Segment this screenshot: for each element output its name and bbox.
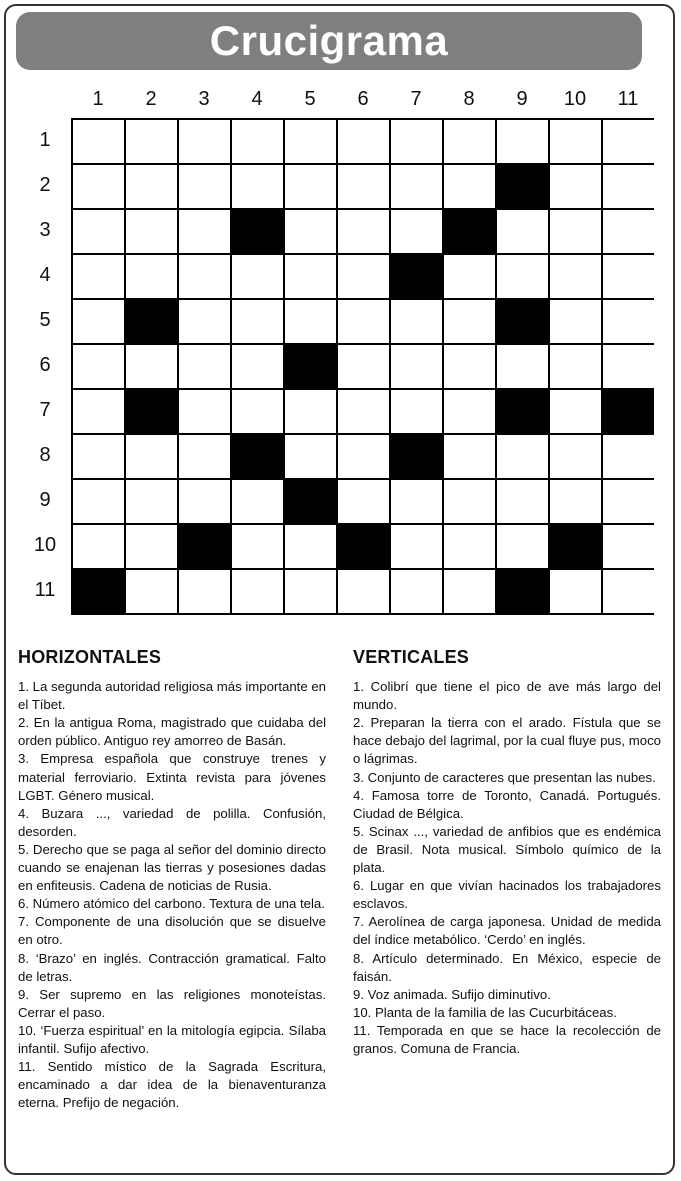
grid-cell[interactable] (285, 255, 336, 298)
clue-item: 7. Aerolínea de carga japonesa. Unidad de medida del índice metabólico. ‘Cerdo’ en inglés. (353, 914, 661, 948)
grid-cell[interactable] (126, 120, 177, 163)
grid-cell[interactable] (73, 345, 124, 388)
grid-cell[interactable] (179, 345, 230, 388)
grid-cell[interactable] (179, 300, 230, 343)
grid-cell[interactable] (179, 570, 230, 613)
grid-cell[interactable] (391, 480, 442, 523)
grid-cell[interactable] (444, 300, 495, 343)
grid-cell[interactable] (444, 390, 495, 433)
grid-cell-blocked (497, 390, 548, 433)
grid-cell[interactable] (497, 480, 548, 523)
grid-cell[interactable] (285, 435, 336, 478)
grid-cell[interactable] (391, 210, 442, 253)
grid-cell[interactable] (603, 345, 654, 388)
grid-cell[interactable] (603, 435, 654, 478)
row-number: 1 (39, 129, 51, 151)
grid-cell-blocked (73, 570, 124, 613)
column-number: 10 (563, 88, 587, 110)
grid-cell[interactable] (232, 525, 283, 568)
grid-cell[interactable] (232, 300, 283, 343)
grid-cell[interactable] (338, 390, 389, 433)
grid-cell[interactable] (285, 390, 336, 433)
clue-item: 4. Buzara ..., variedad de polilla. Confusión, desorden. (18, 805, 326, 839)
grid-cell[interactable] (603, 120, 654, 163)
grid-cell[interactable] (444, 120, 495, 163)
grid-cell-blocked (338, 525, 389, 568)
clue-item: 11. Temporada en que se hace la recolección de granos. Comuna de Francia. (353, 1022, 661, 1056)
grid-cell[interactable] (550, 390, 601, 433)
clue-item: 2. Preparan la tierra con el arado. Fístula que se hace debajo del lagrimal, por la cual fluye pus, moco o lágrimas. (353, 715, 661, 767)
grid-cell[interactable] (603, 480, 654, 523)
grid-cell[interactable] (338, 120, 389, 163)
grid-cell[interactable] (126, 570, 177, 613)
vertical-clue-list (353, 678, 661, 1058)
grid-cell-blocked (126, 390, 177, 433)
horizontal-clues-section (18, 648, 326, 1112)
grid-cell[interactable] (497, 255, 548, 298)
column-number: 8 (463, 88, 475, 110)
grid-cell[interactable] (497, 120, 548, 163)
grid-cell[interactable] (73, 390, 124, 433)
grid-cell[interactable] (391, 345, 442, 388)
grid-cell[interactable] (179, 390, 230, 433)
title-banner (16, 12, 642, 70)
grid-cell[interactable] (444, 570, 495, 613)
grid-cell-blocked (444, 210, 495, 253)
grid-cell[interactable] (179, 435, 230, 478)
page-title: Crucigrama (209, 17, 449, 64)
clue-item: 6. Número atómico del carbono. Textura de una tela. (18, 896, 325, 912)
grid-cell[interactable] (232, 570, 283, 613)
grid-cell[interactable] (497, 345, 548, 388)
grid-cell[interactable] (497, 525, 548, 568)
clue-item: 8. Artículo determinado. En México, especie de faisán. (353, 950, 661, 984)
column-number: 3 (198, 88, 210, 110)
clue-item: 8. ‘Brazo’ en inglés. Contracción gramatical. Falto de letras. (18, 950, 326, 984)
clue-item: 2. En la antigua Roma, magistrado que cuidaba del orden público. Antiguo rey amorreo de Basán. (18, 715, 326, 749)
grid-cell[interactable] (126, 255, 177, 298)
grid-cell[interactable] (73, 255, 124, 298)
grid-cell[interactable] (232, 120, 283, 163)
clue-item: 9. Voz animada. Sufijo diminutivo. (353, 986, 551, 1002)
grid-cell-blocked (285, 480, 336, 523)
grid-cell-blocked (179, 525, 230, 568)
grid-cell[interactable] (285, 120, 336, 163)
grid-cell-blocked (603, 390, 654, 433)
grid-cell[interactable] (444, 255, 495, 298)
grid-cell[interactable] (603, 525, 654, 568)
row-number: 7 (39, 399, 51, 421)
grid-cell[interactable] (550, 120, 601, 163)
grid-cell[interactable] (285, 165, 336, 208)
grid-cell[interactable] (497, 435, 548, 478)
grid-cell[interactable] (73, 525, 124, 568)
grid-cell[interactable] (603, 210, 654, 253)
grid-cell[interactable] (179, 120, 230, 163)
grid-cell[interactable] (338, 165, 389, 208)
grid-cell[interactable] (444, 345, 495, 388)
grid-cell[interactable] (338, 435, 389, 478)
grid-cell[interactable] (285, 300, 336, 343)
row-number: 11 (34, 579, 56, 601)
grid-cell-blocked (126, 300, 177, 343)
grid-cell[interactable] (179, 480, 230, 523)
row-number: 8 (39, 444, 51, 466)
grid-cell[interactable] (391, 570, 442, 613)
grid-cell[interactable] (232, 165, 283, 208)
grid-cell[interactable] (444, 480, 495, 523)
vertical-clues-heading: VERTICALES (353, 647, 470, 667)
grid-cell-blocked (497, 165, 548, 208)
grid-cell[interactable] (603, 570, 654, 613)
grid-cell[interactable] (126, 525, 177, 568)
grid-cell[interactable] (338, 300, 389, 343)
column-number: 1 (92, 88, 104, 110)
row-number: 10 (33, 534, 57, 556)
grid-cell[interactable] (232, 480, 283, 523)
row-number: 4 (39, 264, 51, 286)
column-number: 7 (410, 88, 422, 110)
grid-cell[interactable] (179, 165, 230, 208)
grid-cell[interactable] (126, 480, 177, 523)
grid-cell-blocked (550, 525, 601, 568)
grid-cell-blocked (497, 570, 548, 613)
column-number: 2 (145, 88, 157, 110)
grid-cell[interactable] (550, 345, 601, 388)
clue-item: 10. ‘Fuerza espiritual’ en la mitología egipcia. Sílaba infantil. Sufijo afectivo. (18, 1022, 326, 1056)
grid-cell[interactable] (73, 210, 124, 253)
column-number: 4 (251, 88, 263, 110)
grid-cell[interactable] (179, 255, 230, 298)
grid-cell[interactable] (338, 345, 389, 388)
clue-item: 6. Lugar en que vivían hacinados los trabajadores esclavos. (353, 878, 661, 912)
grid-cell[interactable] (73, 300, 124, 343)
column-number: 6 (357, 88, 369, 110)
grid-cell[interactable] (126, 435, 177, 478)
crossword-grid (71, 118, 654, 615)
grid-cell[interactable] (285, 570, 336, 613)
grid-cell[interactable] (73, 120, 124, 163)
grid-cell[interactable] (391, 525, 442, 568)
grid-cell[interactable] (73, 480, 124, 523)
grid-cell[interactable] (444, 165, 495, 208)
row-number: 3 (39, 219, 51, 241)
grid-cell[interactable] (550, 570, 601, 613)
grid-cell-blocked (285, 345, 336, 388)
grid-cell-blocked (232, 435, 283, 478)
grid-cell[interactable] (126, 165, 177, 208)
grid-cell-blocked (391, 255, 442, 298)
horizontal-clue-list (18, 678, 326, 1112)
grid-cell[interactable] (126, 345, 177, 388)
grid-cell[interactable] (550, 165, 601, 208)
clue-item: 7. Componente de una disolución que se disuelve en otro. (18, 914, 326, 948)
grid-cell[interactable] (285, 525, 336, 568)
grid-cell[interactable] (550, 435, 601, 478)
grid-cell[interactable] (550, 255, 601, 298)
clue-item: 9. Ser supremo en las religiones monoteístas. Cerrar el paso. (18, 986, 326, 1020)
grid-cell[interactable] (603, 255, 654, 298)
clue-item: 5. Scinax ..., variedad de anfibios que es endémica de Brasil. Nota musical. Símbolo químico de la plata. (353, 823, 661, 876)
grid-cell[interactable] (444, 435, 495, 478)
grid-cell-blocked (232, 210, 283, 253)
column-number: 5 (304, 88, 316, 110)
grid-cell[interactable] (232, 255, 283, 298)
clue-item: 10. Planta de la familia de las Cucurbitáceas. (353, 1004, 617, 1020)
grid-cell[interactable] (338, 210, 389, 253)
column-number: 9 (516, 88, 528, 110)
grid-cell[interactable] (73, 165, 124, 208)
clue-item: 3. Empresa española que construye trenes y material ferroviario. Extinta revista para jóvenes LGBT. Género musical. (18, 751, 326, 803)
row-number: 5 (39, 309, 51, 331)
row-number: 6 (39, 354, 51, 376)
clue-item: 4. Famosa torre de Toronto, Canadá. Portugués. Ciudad de Bélgica. (353, 787, 661, 821)
horizontal-clues-heading: HORIZONTALES (18, 647, 162, 667)
row-number: 2 (39, 174, 51, 196)
clue-item: 3. Conjunto de caracteres que presentan las nubes. (353, 769, 656, 785)
grid-cell[interactable] (73, 435, 124, 478)
grid-cell[interactable] (338, 570, 389, 613)
grid-cell[interactable] (232, 345, 283, 388)
grid-cell[interactable] (338, 480, 389, 523)
grid-cell[interactable] (550, 480, 601, 523)
grid-cell[interactable] (444, 525, 495, 568)
grid-cell[interactable] (550, 300, 601, 343)
grid-cell[interactable] (497, 210, 548, 253)
grid-cell[interactable] (391, 300, 442, 343)
grid-cell[interactable] (338, 255, 389, 298)
column-number: 11 (617, 88, 639, 110)
clue-item: 11. Sentido místico de la Sagrada Escritura, encaminado a dar idea de la bienaventuranza eterna. Prefijo de negación. (18, 1059, 326, 1111)
grid-cell[interactable] (391, 390, 442, 433)
grid-cell[interactable] (179, 210, 230, 253)
grid-cell-blocked (497, 300, 548, 343)
clue-item: 1. La segunda autoridad religiosa más importante en el Tíbet. (18, 679, 326, 713)
clue-item: 1. Colibrí que tiene el pico de ave más largo del mundo. (353, 679, 661, 713)
vertical-clues-section (353, 648, 661, 1058)
clue-item: 5. Derecho que se paga al señor del dominio directo cuando se enajenan las tierras y posesiones dadas en enfiteusis. Cadena de noticias de Rusia. (18, 841, 326, 894)
grid-cell[interactable] (603, 165, 654, 208)
grid-cell[interactable] (126, 210, 177, 253)
grid-cell-blocked (391, 435, 442, 478)
grid-cell[interactable] (391, 165, 442, 208)
grid-cell[interactable] (550, 210, 601, 253)
row-number: 9 (39, 489, 51, 511)
grid-cell[interactable] (232, 390, 283, 433)
grid-cell[interactable] (603, 300, 654, 343)
grid-cell[interactable] (391, 120, 442, 163)
grid-cell[interactable] (285, 210, 336, 253)
